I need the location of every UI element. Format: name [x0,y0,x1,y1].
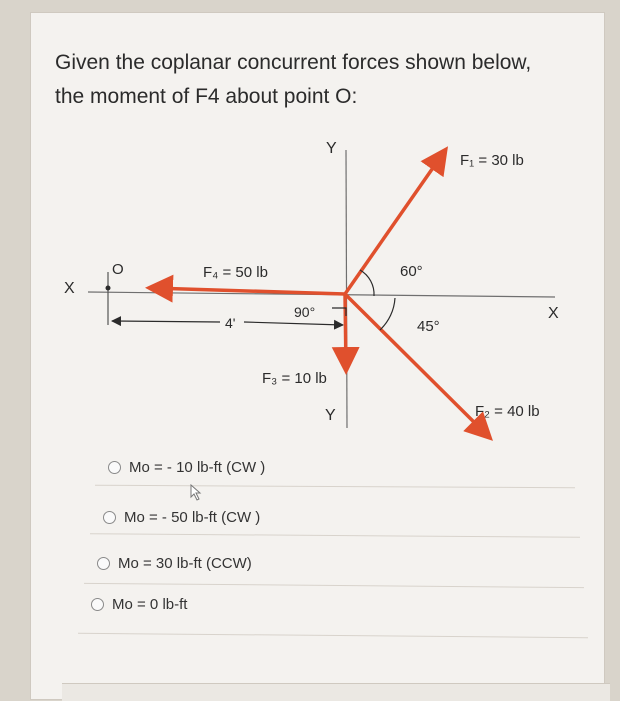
angle-45-label: 45° [417,318,440,335]
option-3-label: Mo = 30 lb-ft (CCW) [118,555,252,572]
axis-x-left-label: X [64,280,75,297]
radio-button-icon[interactable] [91,598,104,611]
distance-label: 4' [225,315,236,331]
option-4[interactable] [91,596,187,613]
axis-x-right-label: X [548,305,559,322]
point-o-dot [106,286,111,291]
f1-vector [345,152,444,294]
option-4-label: Mo = 0 lb-ft [112,596,188,613]
next-panel-edge [62,683,610,701]
f2-label: F₂ = 40 lb [475,403,540,420]
radio-button-icon[interactable] [97,557,110,570]
angle-90-label: 90° [294,304,316,320]
axis-y-top-label: Y [326,140,337,157]
option-2-label: Mo = - 50 lb-ft (CW ) [124,509,261,526]
radio-button-icon[interactable] [108,461,121,474]
question-line-1: Given the coplanar concurrent forces shown below, [55,51,532,74]
angle-arc-60 [360,270,374,296]
point-o-label: O [112,261,124,278]
f3-vector [345,294,346,368]
f4-label: F₄ = 50 lb [203,264,268,281]
dimension-line-left [112,321,220,322]
option-1-label: Mo = - 10 lb-ft (CW ) [129,459,266,476]
f2-vector [345,294,488,436]
angle-60-label: 60° [400,263,423,280]
question-line-2: the moment of F4 about point O: [55,85,358,108]
option-1[interactable] [108,459,265,476]
f1-label: F₁ = 30 lb [460,152,524,169]
option-2[interactable] [103,509,260,526]
option-3[interactable] [97,555,252,572]
angle-arc-45 [380,298,395,330]
dimension-line-right [244,322,343,325]
f3-label: F₃ = 10 lb [262,370,327,387]
axis-y-bottom-label: Y [325,407,336,424]
radio-button-icon[interactable] [103,511,116,524]
